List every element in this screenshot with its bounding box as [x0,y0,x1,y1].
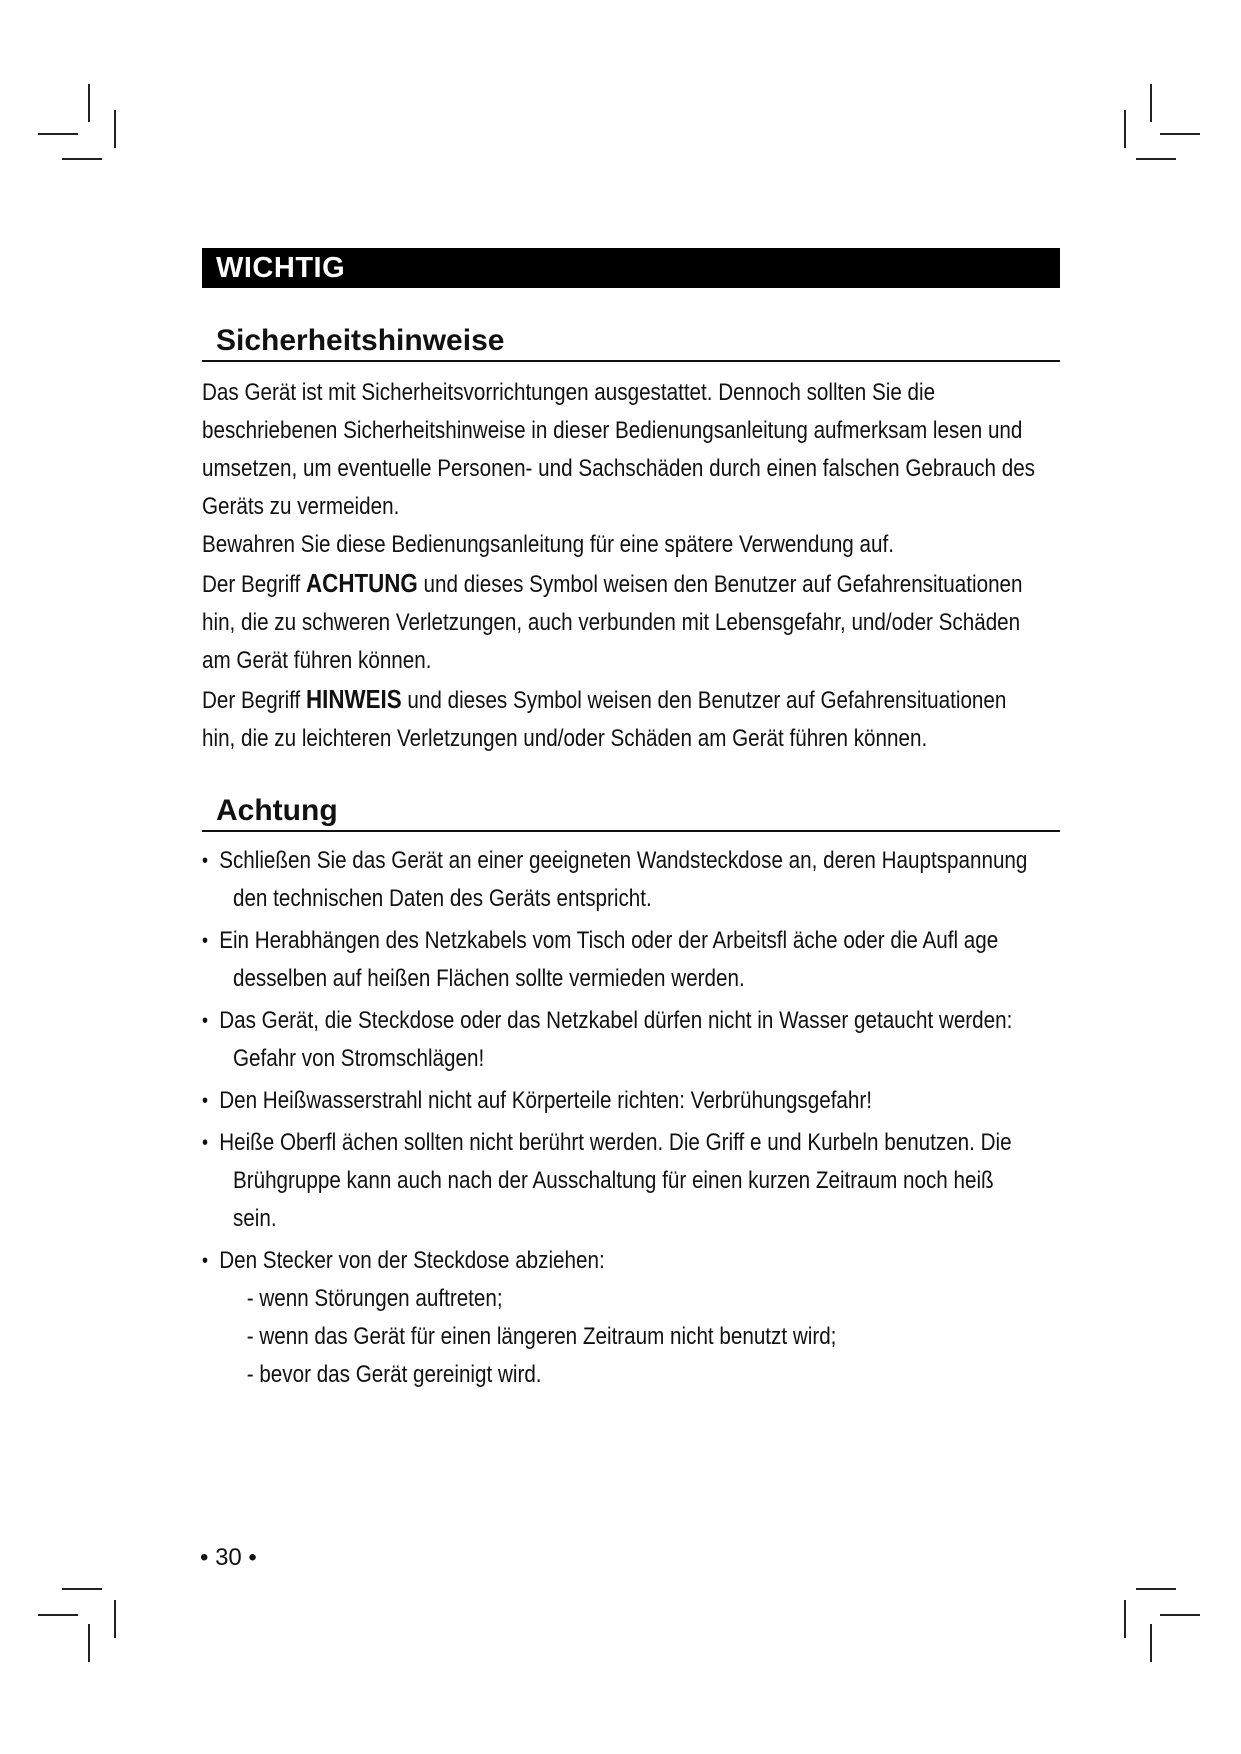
text-line: Ein Herabhängen des Netzkabels vom Tisch oder der Arbeitsfl äche oder die Aufl age [219,927,999,954]
bullet: • [202,1010,209,1032]
list-item [202,922,1058,998]
text-line: Brühgruppe kann auch nach der Ausschaltung für einen kurzen Zeitraum noch heiß [232,1167,994,1194]
section-heading-achtung: Achtung [202,794,1060,832]
achtung-list-wrapper [202,842,1058,1394]
text-line: hin, die zu schweren Verletzungen, auch verbunden mit Lebensgefahr, und/oder Schäden [202,609,1021,636]
text-line: Heiße Oberfl ächen sollten nicht berührt werden. Die Griff e und Kurbeln benutzen. Die [219,1129,1012,1156]
achtung-list [202,842,1058,1394]
bullet: • [202,1090,209,1112]
text-fragment: Der Begriff [202,571,301,598]
text-line: Das Gerät ist mit Sicherheitsvorrichtungen ausgestattet. Dennoch sollten Sie die [202,379,936,406]
crop-mark [114,110,116,148]
crop-mark [1136,1588,1176,1590]
list-item [202,1242,1058,1394]
text-line: hin, die zu leichteren Verletzungen und/oder Schäden am Gerät führen können. [202,725,928,752]
crop-mark [88,84,90,122]
text-line: Schließen Sie das Gerät an einer geeigneten Wandsteckdose an, deren Hauptspannung [219,847,1028,874]
crop-mark [38,1614,78,1616]
crop-mark [114,1600,116,1638]
text-line: den technischen Daten des Geräts entspricht. [232,885,652,912]
page-content [202,248,1060,1398]
sub-list-item: - bevor das Gerät gereinigt wird. [246,1361,542,1388]
section-heading-sicherheitshinweise: Sicherheitshinweise [202,324,1060,362]
crop-mark [62,158,102,160]
text-fragment: und dieses Symbol weisen den Benutzer auf Gefahrensituationen [423,571,1023,598]
text-line: Gefahr von Stromschlägen! [232,1045,485,1072]
list-item [202,1002,1058,1078]
text-line: sein. [232,1205,277,1232]
bullet: • [202,850,209,872]
text-line: am Gerät führen können. [202,647,432,674]
crop-mark [1160,133,1200,135]
banner-title: WICHTIG [202,248,1060,288]
text-line: umsetzen, um eventuelle Personen- und Sachschäden durch einen falschen Gebrauch des [202,455,1036,482]
sub-list-item: - wenn das Gerät für einen längeren Zeitraum nicht benutzt wird; [246,1323,837,1350]
text-fragment: Der Begriff [202,687,301,714]
crop-mark [1136,158,1176,160]
list-item [202,1082,1058,1120]
bullet: • [202,930,209,952]
text-line: Den Stecker von der Steckdose abziehen: [219,1247,605,1274]
text-line: Geräts zu vermeiden. [202,493,400,520]
sub-list [247,1280,1058,1394]
list-item [202,1124,1058,1238]
text-line: desselben auf heißen Flächen sollte vermieden werden. [232,965,745,992]
achtung-definition [202,564,1058,604]
hinweis-definition [202,680,1058,720]
crop-mark [1124,110,1126,148]
crop-mark [38,133,78,135]
intro-paragraph [202,374,1058,758]
sub-list-item: - wenn Störungen auftreten; [246,1285,503,1312]
text-line: Das Gerät, die Steckdose oder das Netzkabel dürfen nicht in Wasser getaucht werden: [219,1007,1013,1034]
page-number: • 30 • [200,1544,257,1571]
list-item [202,842,1058,918]
bullet: • [202,1132,209,1154]
crop-mark [1160,1614,1200,1616]
crop-mark [62,1588,102,1590]
text-line: Den Heißwasserstrahl nicht auf Körperteile richten: Verbrühungsgefahr! [219,1087,872,1114]
bullet: • [202,1250,209,1272]
crop-mark [1150,84,1152,122]
keyword-hinweis: HINWEIS [306,684,402,714]
text-line: beschriebenen Sicherheitshinweise in dieser Bedienungsanleitung aufmerksam lesen und [202,417,1023,444]
crop-mark [1150,1624,1152,1662]
keyword-achtung: ACHTUNG [306,568,418,598]
keep-manual-note: Bewahren Sie diese Bedienungsanleitung für eine spätere Verwendung auf. [202,531,894,558]
text-fragment: und dieses Symbol weisen den Benutzer auf Gefahrensituationen [407,687,1007,714]
crop-mark [1124,1600,1126,1638]
crop-mark [88,1624,90,1662]
